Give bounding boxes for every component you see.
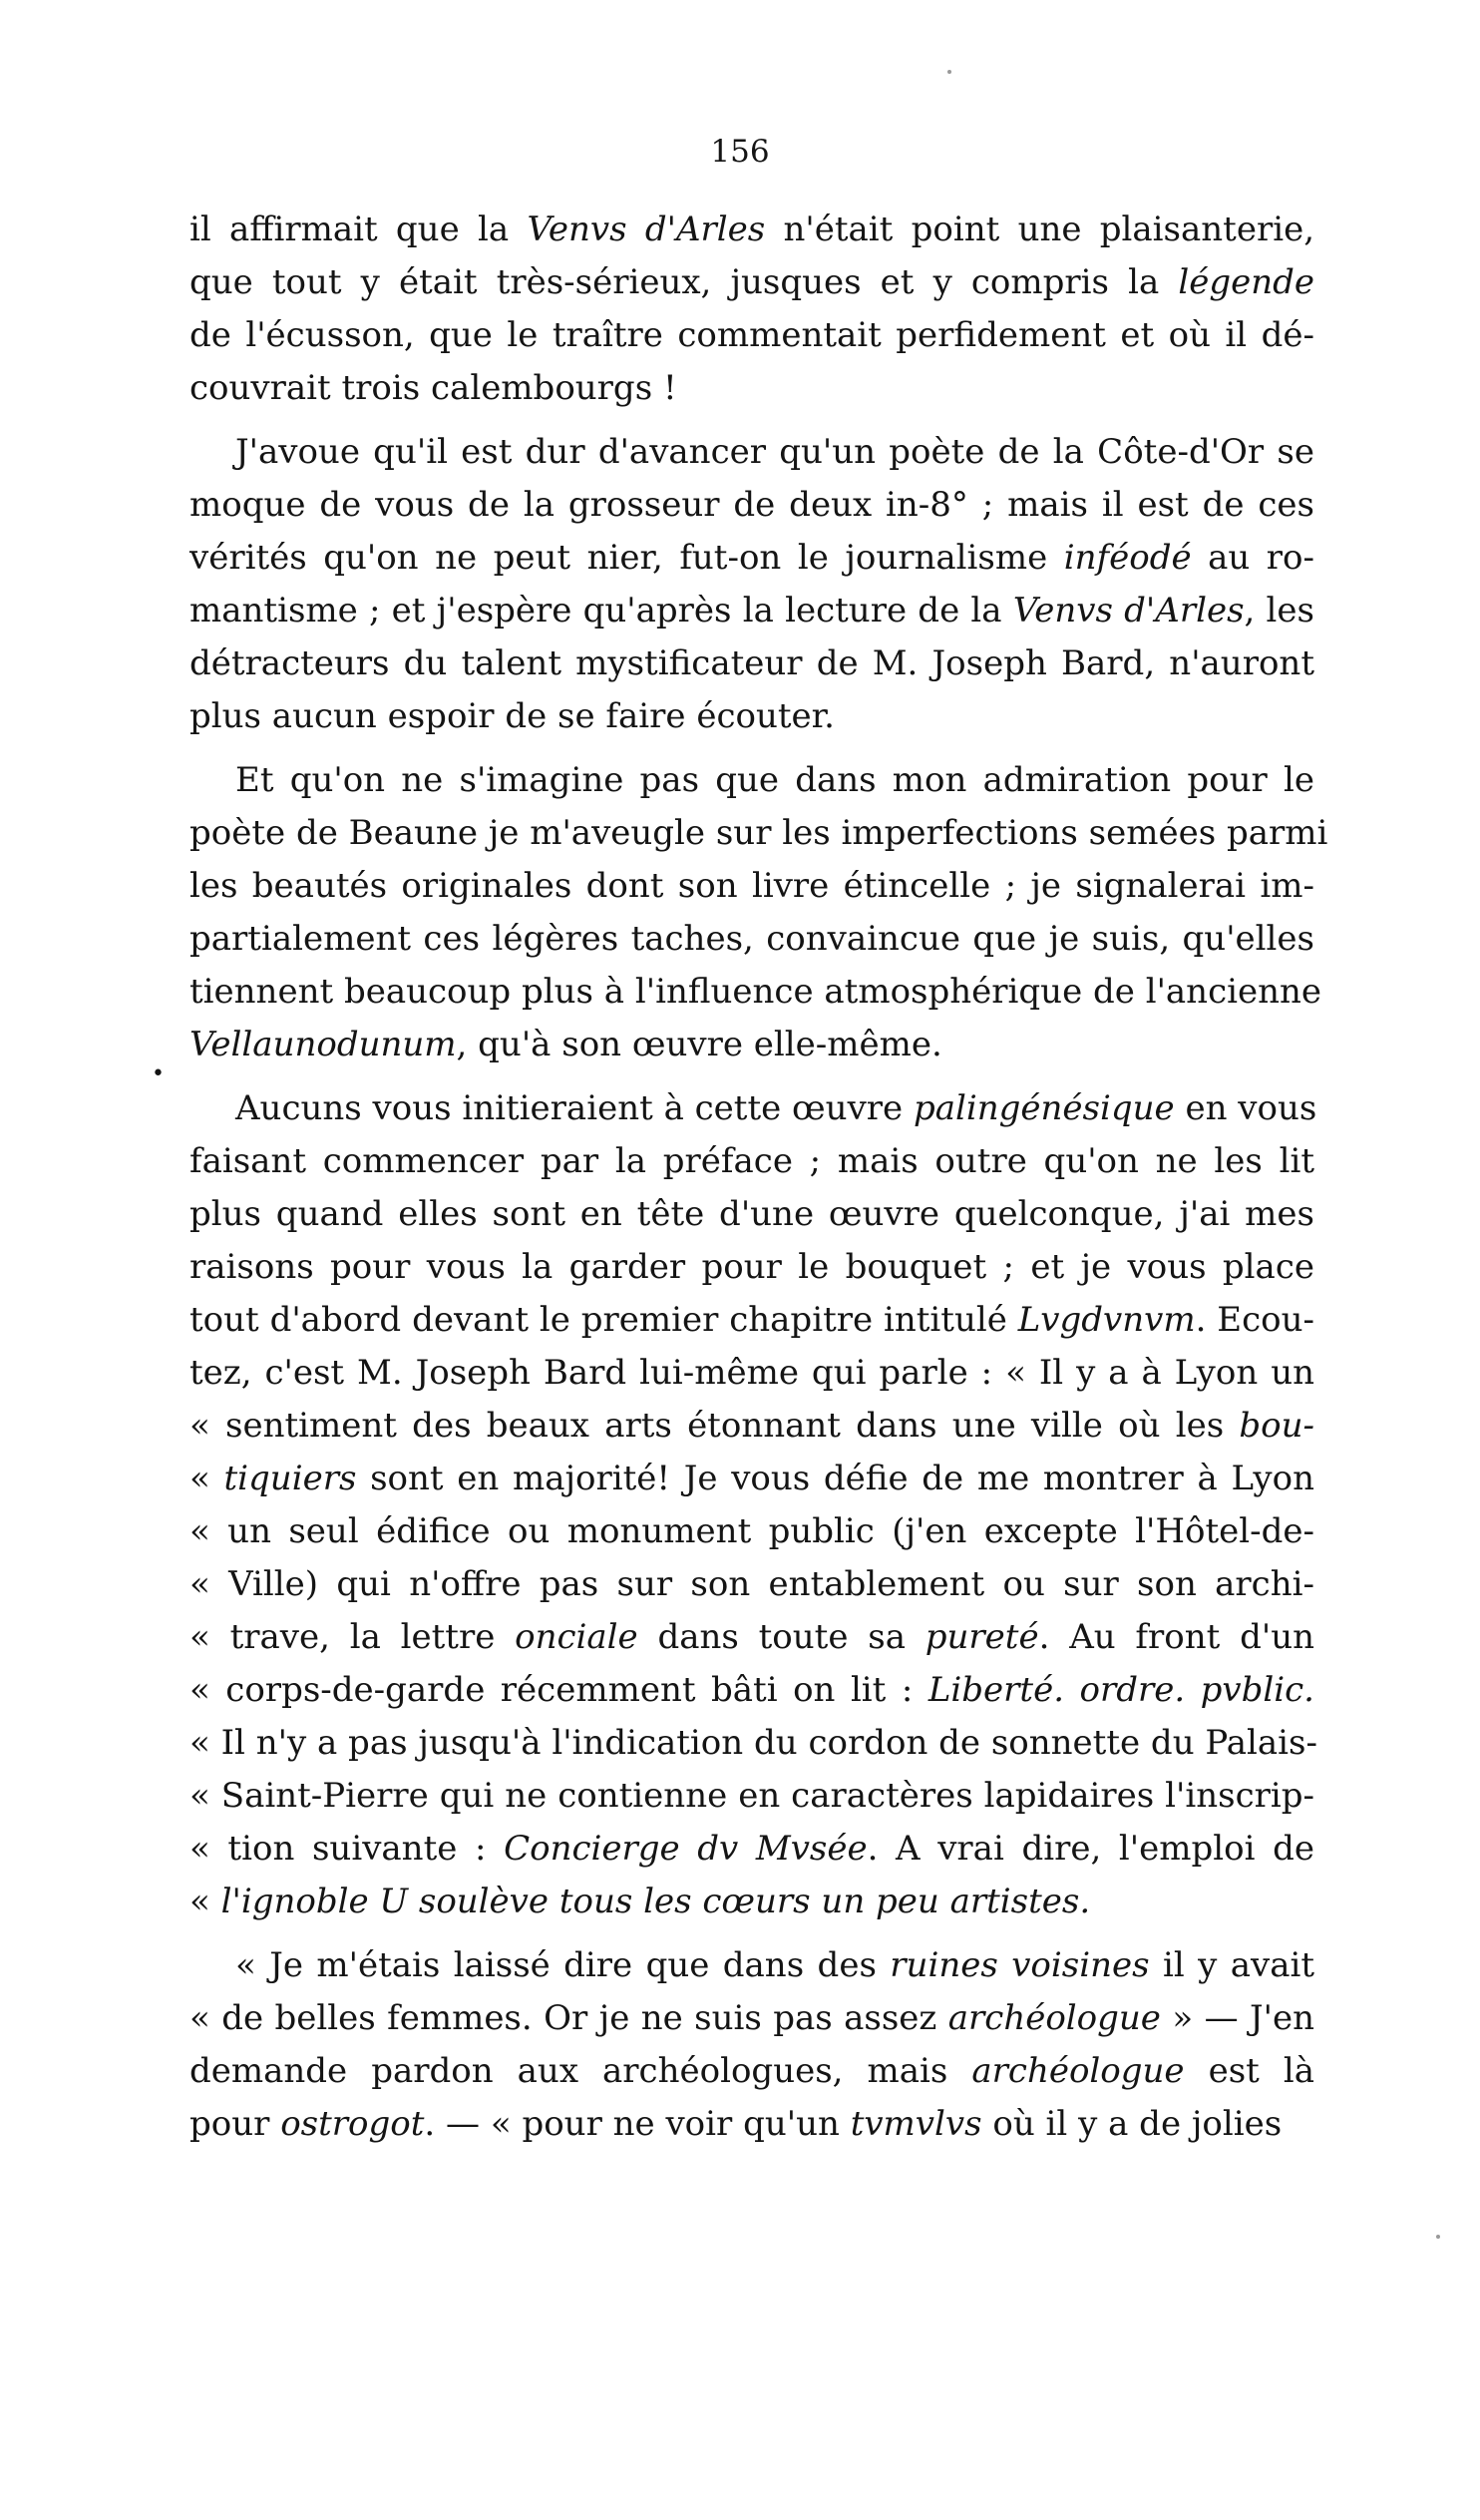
- text-segment: « de belles femmes. Or je ne suis pas assez: [189, 1998, 948, 2038]
- text-line: [189, 1019, 1314, 1071]
- paragraph-gap: [189, 1071, 1314, 1082]
- text-segment: . — « pour ne voir qu'un: [424, 2104, 851, 2144]
- text-segment: moque de vous de la grosseur de deux in-8° ; mais il est de ces: [189, 485, 1314, 525]
- text-segment: . Au front d'un: [1038, 1617, 1314, 1657]
- text-segment: est là: [1184, 2051, 1315, 2091]
- margin-speck: [1436, 2235, 1440, 2239]
- text-segment: tez, c'est M. Joseph Bard lui-même qui parle : « Il y a à Lyon un: [189, 1353, 1314, 1393]
- text-segment: il affirmait que la: [189, 210, 528, 249]
- text-segment: au ro-: [1191, 538, 1315, 578]
- text-segment: tiennent beaucoup plus à l'influence atmosphérique de l'ancienne: [189, 972, 1322, 1012]
- text-segment: tout d'abord devant le premier chapitre intitulé: [189, 1300, 1018, 1340]
- text-segment: poète de Beaune je m'aveugle sur les imperfections semées parmi: [189, 813, 1328, 853]
- italic-text: Vellaunodunum: [189, 1025, 457, 1064]
- text-segment: dans toute sa: [637, 1617, 925, 1657]
- italic-text: palingénésique: [913, 1088, 1175, 1128]
- text-segment: Aucuns vous initieraient à cette œuvre: [235, 1088, 914, 1128]
- text-segment: « sentiment des beaux arts étonnant dans une ville où les: [189, 1406, 1240, 1446]
- text-line: [189, 807, 1328, 860]
- text-segment: mantisme ; et j'espère qu'après la lecture de la: [189, 591, 1013, 630]
- paragraph: [189, 1082, 1317, 1928]
- text-line: [189, 1717, 1317, 1770]
- text-line: [189, 1505, 1314, 1558]
- text-line: [189, 1188, 1314, 1241]
- text-line: [189, 1082, 1317, 1135]
- italic-text: archéologue: [971, 2051, 1185, 2091]
- text-segment: plus quand elles sont en tête d'une œuvre quelconque, j'ai mes: [189, 1194, 1314, 1234]
- text-line: [189, 2098, 1314, 2151]
- text-line: [189, 1400, 1314, 1453]
- text-line: [189, 1294, 1314, 1347]
- text-segment: partialement ces légères taches, convaincue que je suis, qu'elles: [189, 919, 1314, 959]
- text-line: [189, 426, 1314, 479]
- italic-text: Liberté. ordre. pvblic.: [927, 1670, 1314, 1710]
- text-segment: détracteurs du talent mystificateur de M. Joseph Bard, n'auront: [189, 643, 1314, 683]
- text-segment: les beautés originales dont son livre étincelle ; je signalerai im-: [189, 866, 1314, 906]
- italic-text: tiquiers: [223, 1459, 357, 1498]
- text-segment: «: [189, 1882, 221, 1921]
- italic-text: ostrogot: [280, 2104, 425, 2144]
- text-line: [189, 1347, 1314, 1400]
- text-line: [189, 309, 1314, 362]
- italic-text: onciale: [515, 1617, 638, 1657]
- paragraph: [189, 204, 1314, 415]
- text-line: [189, 966, 1322, 1019]
- text-line: [189, 585, 1314, 637]
- text-line: [189, 1664, 1314, 1717]
- text-line: [189, 1939, 1314, 1992]
- paragraph: [189, 426, 1314, 743]
- text-segment: , les: [1244, 591, 1314, 630]
- italic-text: Lvgdvnvm: [1017, 1300, 1196, 1340]
- text-line: [189, 913, 1314, 966]
- text-segment: « corps-de-garde récemment bâti on lit :: [189, 1670, 928, 1710]
- text-segment: de l'écusson, que le traître commentait perfidement et où il dé-: [189, 315, 1314, 355]
- text-line: [189, 1611, 1314, 1664]
- text-segment: n'était point une plaisanterie,: [765, 210, 1315, 249]
- text-segment: « trave, la lettre: [189, 1617, 516, 1657]
- text-segment: faisant commencer par la préface ; mais outre qu'on ne les lit: [189, 1141, 1314, 1181]
- text-line: [189, 1453, 1314, 1505]
- text-segment: . A vrai dire, l'emploi de: [867, 1829, 1314, 1869]
- text-segment: il y avait: [1149, 1945, 1315, 1985]
- text-segment: « tion suivante :: [189, 1829, 505, 1869]
- text-segment: plus aucun espoir de se faire écouter.: [189, 696, 835, 736]
- italic-text: bou-: [1239, 1406, 1314, 1446]
- text-line: [189, 362, 1314, 415]
- text-line: [189, 1770, 1314, 1823]
- paragraph: [189, 754, 1328, 1071]
- text-line: [189, 1992, 1314, 2045]
- italic-text: Concierge dv Mvsée: [504, 1829, 868, 1869]
- text-line: [189, 479, 1314, 532]
- text-line: [189, 637, 1314, 690]
- text-line: [189, 1823, 1314, 1876]
- paragraph-gap: [189, 1928, 1314, 1939]
- text-line: [189, 1558, 1314, 1611]
- text-line: [189, 204, 1314, 256]
- text-line: [189, 1135, 1314, 1188]
- text-segment: « Il n'y a pas jusqu'à l'indication du cordon de sonnette du Palais-: [189, 1723, 1317, 1763]
- text-line: [189, 860, 1314, 913]
- text-segment: où il y a de jolies: [981, 2104, 1283, 2144]
- margin-speck: [947, 70, 951, 74]
- italic-text: Venvs d'Arles: [1012, 591, 1245, 630]
- paragraph: [189, 1939, 1314, 2151]
- text-segment: sont en majorité! Je vous défie de me montrer à Lyon: [356, 1459, 1314, 1498]
- paragraph-gap: [189, 415, 1314, 426]
- text-line: [189, 2045, 1314, 2098]
- text-segment: raisons pour vous la garder pour le bouquet ; et je vous place: [189, 1247, 1314, 1287]
- italic-text: inféodé: [1063, 538, 1192, 578]
- text-segment: en vous: [1174, 1088, 1317, 1128]
- text-line: [189, 1876, 1314, 1928]
- paragraph-gap: [189, 743, 1314, 754]
- text-line: [189, 256, 1314, 309]
- italic-text: l'ignoble U soulève tous les cœurs un peu artistes.: [220, 1882, 1091, 1921]
- text-segment: J'avoue qu'il est dur d'avancer qu'un poète de la Côte-d'Or se: [235, 432, 1314, 472]
- text-segment: « Je m'étais laissé dire que dans des: [235, 1945, 891, 1985]
- italic-text: Venvs d'Arles: [527, 210, 766, 249]
- text-line: [189, 690, 1314, 743]
- text-segment: « un seul édifice ou monument public (j'en excepte l'Hôtel-de-: [189, 1511, 1314, 1551]
- italic-text: tvmvlvs: [850, 2104, 982, 2144]
- body-text: [189, 204, 1328, 2151]
- italic-text: archéologue: [947, 1998, 1161, 2038]
- text-segment: « Saint-Pierre qui ne contienne en caractères lapidaires l'inscrip-: [189, 1776, 1314, 1816]
- text-segment: Et qu'on ne s'imagine pas que dans mon admiration pour le: [235, 760, 1314, 800]
- text-segment: couvrait trois calembourgs !: [189, 368, 677, 408]
- text-segment: pour: [189, 2104, 281, 2144]
- italic-text: ruines voisines: [890, 1945, 1150, 1985]
- text-segment: , qu'à son œuvre elle-même.: [456, 1025, 942, 1064]
- text-segment: «: [189, 1459, 224, 1498]
- text-segment: vérités qu'on ne peut nier, fut-on le journalisme: [189, 538, 1064, 578]
- italic-text: légende: [1178, 262, 1314, 302]
- text-segment: . Ecou-: [1195, 1300, 1314, 1340]
- text-line: [189, 754, 1314, 807]
- text-segment: que tout y était très-sérieux, jusques et y compris la: [189, 262, 1179, 302]
- page-number: 156: [710, 134, 770, 170]
- text-segment: « Ville) qui n'offre pas sur son entablement ou sur son archi-: [189, 1564, 1314, 1604]
- text-line: [189, 532, 1314, 585]
- text-segment: demande pardon aux archéologues, mais: [189, 2051, 972, 2091]
- italic-text: pureté: [925, 1617, 1039, 1657]
- text-line: [189, 1241, 1314, 1294]
- text-segment: » — J'en: [1160, 1998, 1314, 2038]
- margin-bullet-mark: •: [152, 1061, 165, 1086]
